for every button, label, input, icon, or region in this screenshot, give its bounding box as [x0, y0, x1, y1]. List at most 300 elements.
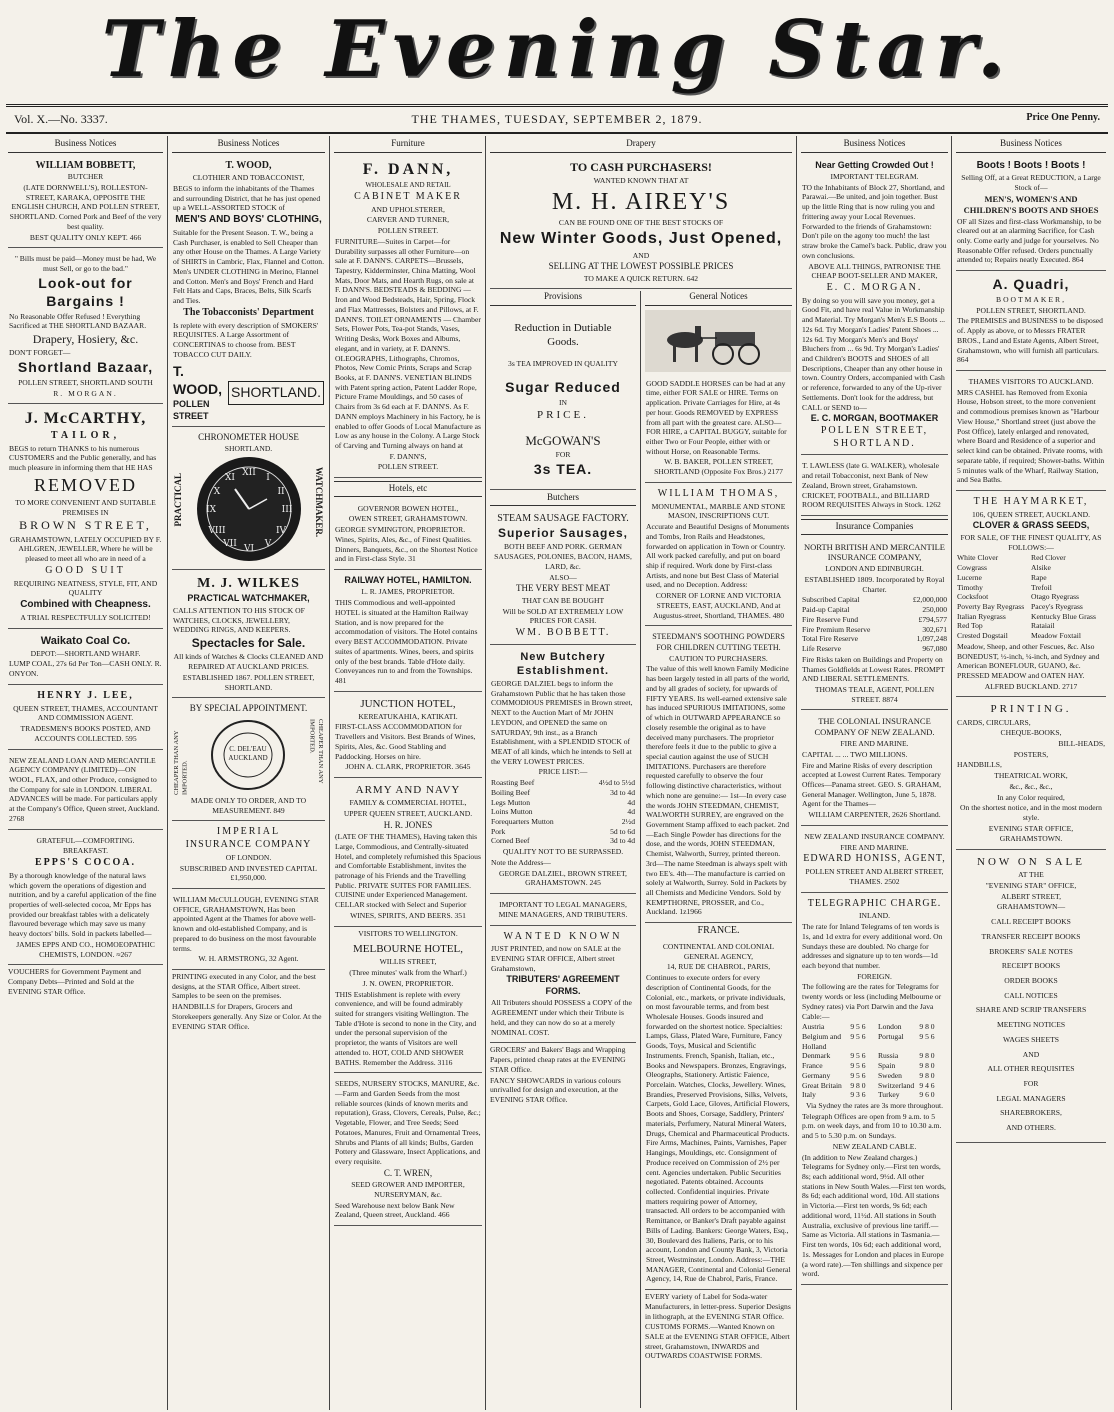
rate-row-cell: Sweden: [877, 1070, 902, 1080]
advert-text: THAT CAN BE BOUGHT: [521, 595, 605, 605]
section-heading: Butchers: [490, 492, 636, 507]
advert-subtitle: AND UPHOLSTERER,: [371, 204, 445, 214]
section-heading: Drapery: [490, 138, 792, 153]
advert-subtitle: NEW ZEALAND CABLE.: [832, 1141, 917, 1151]
advert-heading: 3s TEA.: [533, 460, 593, 477]
advert-labels: EVERY variety of Label for Soda-water Manufacturers, in letter-press. Superior Designs in lithograph, at the EVENING STAR Office.: [645, 1292, 791, 1321]
capital-row-cell: Fire Reserve Fund: [802, 614, 859, 624]
advert-sign: WM. BOBBETT.: [515, 627, 611, 639]
price-row-cell: 4½d to 5½d: [598, 778, 635, 788]
advert-sign: WILLIAM CARPENTER, 2626 Shortland.: [808, 810, 941, 820]
rate-row-cell: 9 5 6: [850, 1022, 866, 1032]
advert-text: By a thorough knowledge of the natural laws which govern the operations of digestion and nutrition, and by a careful application of the fine properties of well-selected cocoa, Mr Epps has provided our breakfast tables with a delicately flavoured beverage which may save us many heavy doctors' bills. Sold in packets labelled—: [9, 870, 157, 939]
advert-subtitle: INSURANCE COMPANY: [185, 839, 312, 851]
advert-title: C. T. WREN,: [383, 1167, 433, 1178]
advert-lawless: [801, 457, 948, 516]
advert-block-street: POLLEN STREET: [173, 399, 210, 421]
svg-text:I: I: [266, 473, 270, 484]
advert-subtitle: CABINET MAKER: [354, 190, 462, 202]
advert-address: Seed Warehouse next below Bank New Zealand, Queen street, Auckland. 466: [335, 1200, 455, 1220]
advert-text: SEEDS, NURSERY STOCKS, MANURE, &c.—Farm and Garden Seeds from the most reliable sources (kinds of known merits and reputation), Grass, Clovers, Cereals, Pulse, &c.; Vegetable, Flower, and Tree Seeds; Seed Potatoes, Manures, Fruit and Ornamental Trees, Shrubs and Plants of all kinds; Bulbs, Garden Pottery and Glassware, Insect Applications, and every requisite.: [335, 1079, 481, 1167]
advert-airey: [490, 157, 792, 290]
advert-heading: M. H. AIREY'S: [551, 188, 731, 215]
capital-row-cell: Total Fire Reserve: [802, 634, 858, 644]
advert-title: GOVERNOR BOWEN HOTEL,: [357, 503, 459, 513]
rate-row-cell: 9 8 0: [850, 1080, 866, 1090]
advert-mccullough: [172, 891, 325, 970]
advert-subtitle: FAMILY & COMMERCIAL HOTEL,: [349, 798, 467, 808]
advert-text: ESTABLISHED 1867. POLLEN STREET, SHORTLAND.: [182, 672, 315, 692]
advert-address: POLLEN STREET AND ALBERT STREET, THAMES. 2502: [805, 867, 944, 886]
advert-text: TO MORE CONVENIENT AND SUITABLE PREMISES IN: [15, 497, 156, 517]
section-heading: FRANCE.: [697, 925, 740, 937]
advert-heading: THE VERY BEST MEAT: [515, 583, 611, 594]
column-rule: [796, 136, 797, 1410]
advert-heading: TRIBUTERS' AGREEMENT FORMS.: [506, 974, 620, 996]
seed-row: [957, 631, 1105, 641]
svg-text:VIII: VIII: [208, 526, 226, 537]
column-4a: [490, 291, 636, 1105]
seed-row-cell: Pacey's Ryegrass: [1031, 602, 1083, 611]
advert-text: AT THE: [1018, 870, 1044, 880]
advert-heading: CLOVER & GRASS SEEDS,: [972, 520, 1090, 531]
advert-sign: W. H. ARMSTRONG, 32 Agent.: [198, 954, 299, 964]
advert-text: SELLING AT THE LOWEST POSSIBLE PRICES: [548, 261, 734, 272]
advert-heading: REMOVED: [34, 474, 137, 495]
advert-steedman: [645, 628, 792, 923]
price-row: [491, 836, 635, 846]
advert-title: ARMY AND NAVY: [355, 784, 461, 797]
price-row-cell: 3d to 4d: [610, 787, 635, 797]
seed-row-cell: Rape: [1031, 572, 1047, 582]
capital-row: [802, 644, 947, 654]
advert-title: IMPERIAL: [216, 826, 281, 838]
advert-text: The following are the rates for Telegrams for twenty words or less (including Melbourne or Sydney rates) via Port Darwin and the Java Cable:—: [802, 982, 942, 1021]
capital-row: [802, 625, 947, 635]
rate-row-cell: London: [877, 1022, 902, 1032]
rate-row-cell: 9 5 6: [850, 1061, 866, 1071]
advert-text: BREAKFAST.: [62, 846, 109, 856]
rate-row: [802, 1081, 947, 1091]
advert-title: NOW ON SALE: [977, 856, 1085, 869]
svg-text:XI: XI: [225, 473, 235, 484]
advert-grocers: GROCERS' and Bakers' Bags and Wrapping Papers, printed cheap rates at the EVENING STAR Office.: [490, 1045, 626, 1074]
seed-row-cell: Alsike: [1031, 563, 1051, 573]
advert-title: TO CASH PURCHASERS!: [570, 159, 712, 174]
advert-melbourne: [334, 939, 482, 1073]
sale-item: ALL OTHER REQUISITES: [987, 1064, 1075, 1074]
advert-subtitle: LONDON AND EDINBURGH.: [825, 564, 924, 574]
advert-title: THE COLONIAL INSURANCE COMPANY OF NEW ZEALAND.: [814, 716, 935, 738]
capital-row: [802, 634, 947, 644]
advert-heading: EDWARD HONISS, AGENT,: [803, 853, 946, 865]
sale-item: ORDER BOOKS: [1004, 976, 1058, 985]
advert-vouchers: VOUCHERS for Government Payment and Company Debts—Printed and Sold at the EVENING STAR Office.: [8, 967, 141, 996]
svg-text:IV: IV: [275, 526, 287, 537]
advert-text: Meadow, Sheep, and other Fescues, &c. Also BONEDUST, ½-inch, ¼-inch, and Sydney and American BONEFLOUR, GUANO, &c. PRESSED MEADOW and OATEN HAY.: [957, 641, 1100, 681]
advert-sign: E. C. MORGAN, BOOTMAKER: [810, 413, 939, 424]
advert-telegraph: [801, 895, 948, 1285]
advert-subtitle: L. R. JAMES, PROPRIETOR.: [361, 587, 455, 597]
price-row: [491, 827, 635, 837]
advert-text: Suitable for the Present Season. T. W., being a Cash Purchaser, is enabled to Sell Cheaper than any other House on the Thames. A Large Variety of SHIRTS in Cambric, Flax, Flannel and Cotton. Men's UNDER CLOTHING in Merino, Flannel and Cotton. Men's and Boys' French and Hard Felt Hats and Caps, Braces, Belts, Silk Scarfs and Ties.: [173, 227, 324, 306]
price-list: [491, 778, 635, 846]
advert-customs: CUSTOMS FORMS.—Wanted Known on SALE at the EVENING STAR OFFICE, Albert street, Grahamstown, INWARDS and OUTWARDS COASTWISE FORMS.: [645, 1322, 790, 1361]
advert-address: 14, RUE DE CHABROL, PARIS,: [666, 962, 771, 972]
advert-heading: E. C. MORGAN.: [826, 281, 923, 293]
advert-quote: " Bills must be paid—Money must be had, We must Sell, or go to the bad.": [14, 254, 157, 274]
advert-maker: JAMES EPPS AND CO., HOMOEOPATHIC CHEMISTS, LONDON. ≈267: [16, 939, 155, 959]
rate-row-cell: Belgium and Holland: [802, 1031, 842, 1051]
advert-title: STEEDMAN'S SOOTHING POWDERS FOR CHILDREN CUTTING TEETH.: [652, 632, 785, 652]
advert-bobbett: [8, 157, 163, 249]
advert-nz-insurance: [801, 828, 948, 893]
advert-side-label: CHEAPER THAN ANY IMPORTED.: [308, 718, 324, 784]
printing-item: EVENING STAR OFFICE,: [988, 823, 1074, 833]
printing-item: &c., &c., &c.,: [1009, 781, 1053, 791]
advert-text: JUST PRINTED, and now on SALE at the EVENING STAR OFFICE, Albert street Grahamstown,: [491, 944, 621, 973]
advert-continental: [645, 938, 792, 1290]
sale-item: BROKERS' SALE NOTES: [989, 946, 1073, 956]
section-heading: Hotels, etc: [334, 481, 482, 497]
advert-text: DEPOT:—SHORTLAND WHARF.: [30, 648, 141, 658]
stamp-block: [173, 715, 324, 795]
rate-row-cell: 9 5 6: [919, 1031, 935, 1041]
advert-railway-hotel: [334, 572, 482, 692]
rate-row: [802, 1071, 947, 1081]
advert-text: OF LONDON.: [225, 852, 272, 862]
advert-important: [490, 896, 636, 925]
advert-address: OWEN STREET, GRAHAMSTOWN.: [348, 514, 468, 524]
seed-row: [957, 602, 1105, 612]
advert-subtitle: H. R. JONES: [383, 819, 433, 830]
advert-subtitle: FOREIGN.: [857, 971, 892, 981]
seed-row-cell: Meadow Foxtail: [1031, 631, 1081, 641]
advert-sign: F. DANN'S,: [389, 451, 427, 461]
printing-item: HANDBILLS,: [957, 760, 1002, 770]
printing-item: BILL-HEADS,: [1058, 738, 1105, 748]
advert-text: Fire Risks taken on Buildings and Property on Thames Goldfields at Lowest Rates. PROMPT AND LIBERAL SETTLEMENTS.: [802, 654, 945, 684]
advert-heading: Reduction in Dutiable: [514, 321, 612, 334]
advert-steam-sausage: [490, 510, 636, 645]
advert-wilkes: [172, 572, 325, 698]
price: Price One Penny.: [1026, 112, 1100, 123]
advert-sign: ALFRED BUCKLAND. 2717: [984, 681, 1078, 691]
clock-face-icon: [195, 455, 303, 563]
advert-text: Continues to execute orders for every description of Continental Goods, for the Colonial, etc., markets, or private individuals, on most favourable terms, and from best Wholesale Houses. Goods insured and forwarded on the shortest notice. Specialties: Lamps, Glass, Plated Ware, Furniture, Fancy Goods, Toys, Musical and Scientific Instruments. French, Spanish, Italian, etc., Books and Newspapers. Bronzes, Engravings, Oleographs, Stationery. Artistic Faience, Porcelain. Watches, Clocks, Jewellery. Wines, Brandies, Preserved Provisions, Silks, Velvets, Carpets, Gold Lace, Gloves, Artificial Flowers, Boots and Shoes, Corsage, Saddlery, Printers' materials, Perfumery, Natural Mineral Waters, Drugs, Chemical and Pharmaceutical Products. Fire Arms, Machines, Paints, Varnishes, Paper Hangings, Mouldings, etc. Consignment of Produce received on Commission of 2½ per cent. Agencies undertaken. Public Securities negotiated. Patents obtained. Accounts collected. Confidential inquiries. Private matters requiring power of Attorney, transacted. All orders to be accompanied with Remittance, or Banker's Draft payable against Bills of Lading. Bankers: George Waters, Esq., 30, Boulevard des Italiens, Paris, or to his account, London and County Bank, 3, Victoria Street, Westminster, London. Address:—THE MANAGER, Continental and Colonial General Agency, 14, Rue de Chabrol, Paris, France.: [646, 973, 791, 1284]
column-1: [8, 138, 163, 1408]
advert-address: WILLIS STREET,: [379, 957, 437, 967]
advert-text: THIS Commodious and well-appointed HOTEL is situated at the Hamilton Railway Station, and is now prepared for the accommodation of visitors. The Hotel contains every BEST ACCOMMODATION. Private suites of apartments. Wines, beers, and spirits only of the best brands. Table d'Hote daily. Conveyances run to and from the Townships. 481: [335, 598, 478, 685]
sale-item: WAGES SHEETS: [1003, 1034, 1059, 1044]
capital-row: [802, 605, 947, 615]
advert-text: BEGS to return THANKS to his numerous CUSTOMERS and the Public generally, and has much pleasure in informing them that HE HAS: [9, 443, 157, 473]
advert-title: CHRONOMETER HOUSE: [198, 432, 299, 443]
price-row-cell: Boiling Beef: [491, 787, 531, 797]
advert-title: M. J. WILKES: [197, 576, 300, 592]
advert-mcgowan: [490, 310, 636, 490]
advert-printing-list: [956, 699, 1106, 850]
advert-text: The PREMISES and BUSINESS to be disposed of. Apply as above, or to Messrs FRATER BROS., Land and Estate Agents, Albert Street, Grahamstown, who will furnish all particulars. 864: [957, 316, 1103, 365]
advert-subtitle: CARVER AND TURNER,: [366, 215, 450, 225]
advert-quadri: [956, 273, 1106, 371]
advert-title: PRINTING.: [990, 703, 1072, 716]
rates-table: [802, 1022, 947, 1100]
clock-block: [173, 453, 324, 565]
seed-row: [957, 592, 1105, 602]
advert-title: CONTINENTAL AND COLONIAL GENERAL AGENCY,: [662, 941, 775, 961]
advert-heading: Sugar Reduced: [505, 378, 621, 395]
advert-heading: Spectacles for Sale.: [191, 636, 306, 651]
advert-heading: New Winter Goods, Just Opened,: [499, 230, 783, 248]
advert-text: TO the Inhabitants of Block 27, Shortland, and Parawai.—Be united, and join together. Bust up the little Ring that is now ruling you and frittering away your Local Revenues. Forwarded to the friends of Grahamstown: Don't pile on the agony too much! the last straw broke the Camel's back. Public, draw you own conclusions.: [802, 182, 947, 260]
advert-printing: PRINTING executed in any Color, and the best designs, at the STAR Office, Albert street. Samples to be seen on the premises.: [172, 972, 316, 1001]
column-rule: [485, 136, 486, 1410]
advert-heading: Superior Sausages,: [497, 526, 629, 541]
advert-text: Is replete with every description of SMOKERS' REQUISITES. A Large Assortment of CONCERTINAS to choose from. BEST TOBACCO CUT DAILY.: [173, 320, 319, 359]
section-heading: Insurance Companies: [801, 519, 948, 535]
price-row-cell: Roasting Beef: [491, 778, 535, 788]
advert-title: J. McCARTHY,: [24, 410, 147, 428]
advert-sign: W. B. BAKER, POLLEN STREET, SHORTLAND (Opposite Fox Bros.) 2177: [654, 457, 783, 477]
capital-row-cell: Fire Premium Reserve: [802, 624, 871, 634]
advert-handbills: HANDBILLS for Drapers, Grocers and Storekeepers generally. Any Size or Color. At the EVENING STAR Office.: [172, 1002, 322, 1031]
advert-title: MELBOURNE HOTEL,: [353, 943, 463, 956]
masthead: [0, 0, 1114, 100]
rate-row-cell: 9 4 6: [919, 1080, 935, 1090]
column-rule: [167, 136, 168, 1410]
column-4b: [645, 291, 792, 1362]
advert-lee: [8, 687, 163, 750]
advert-text: GOOD SADDLE HORSES can be had at any time, either FOR SALE or HIRE. Terms on application. Private Carriages for Hire, at 4s per hour. Goods REMOVED by EXPRESS from all part with the greatest care. ALSO— FOR HIRE, a CAPITAL BUGGY, suitable for either Two or Four People, either with or without Horse, on Reasonable Terms.: [646, 378, 787, 456]
advert-thomas: [645, 485, 792, 626]
seed-list: [957, 553, 1105, 640]
stamp-text: C. DEL'EAU AUCKLAND: [228, 744, 268, 762]
advert-text: ALSO—: [549, 572, 577, 582]
advert-text: WINES, SPIRITS, AND BEERS. 351: [350, 910, 466, 920]
price-row: [491, 798, 635, 808]
advert-dann: [334, 157, 482, 479]
capital-row-cell: 250,000: [922, 605, 947, 615]
price-row: [491, 817, 635, 827]
advert-subtitle: SEED GROWER AND IMPORTER, NURSERYMAN, &c.: [351, 1180, 465, 1199]
advert-side-label: WATCHMAKER.: [314, 467, 324, 538]
advert-title: WILLIAM THOMAS,: [657, 487, 780, 499]
price-row-cell: Corned Beef: [491, 836, 530, 846]
section-heading: Business Notices: [172, 138, 325, 153]
capital-row-cell: 302,671: [922, 624, 947, 634]
sale-item: AND: [1022, 1049, 1040, 1059]
advert-subtitle: BOOTMAKER,: [996, 295, 1066, 304]
advert-heading: GOOD SUIT: [45, 564, 126, 576]
advert-address: POLLEN STREET, SHORTLAND SOUTH: [18, 378, 153, 388]
advert-block-name: T. WOOD,: [173, 363, 222, 398]
advert-text: DON'T FORGET—: [9, 348, 71, 358]
advert-text: BEGS to inform the inhabitants of the Thames and surrounding District, that he has just opened up a WELL-ASSORTED STOCK of: [173, 184, 321, 213]
advert-text: The rate for Inland Telegrams of ten words is 1s, and 1d extra for every additional word. On Sundays these are doubled. No charge for addresses and signature up to ten words—1d each beyond that number.: [802, 922, 943, 970]
price-row: [491, 778, 635, 788]
advert-heading: IMPORTANT TO LEGAL MANAGERS, MINE MANAGERS, AND TRIBUTERS.: [498, 900, 628, 919]
advert-fancy: FANCY SHOWCARDS in various colours unrivalled for design and execution, at the EVENING STAR Office.: [490, 1075, 621, 1104]
advert-title: WILLIAM BOBBETT,: [35, 159, 136, 171]
advert-heading: Goods.: [547, 336, 579, 349]
advert-subtitle: TAILOR,: [50, 429, 121, 441]
advert-boots: [956, 157, 1106, 272]
advert-title: Near Getting Crowded Out !: [815, 159, 934, 170]
rate-row: [802, 1090, 947, 1100]
advert-text: BOTH BEEF AND PORK. GERMAN SAUSAGES, POLONIES, BACON, HAMS, LARD, &c.: [494, 542, 632, 571]
sale-item: CALL NOTICES: [1004, 990, 1058, 1000]
newspaper-title: The Evening Star.: [101, 4, 1013, 95]
advert-title: THAMES VISITORS TO AUCKLAND.: [968, 377, 1094, 387]
seed-row: [957, 573, 1105, 583]
advert-subtitle: WHOLESALE AND RETAIL: [365, 180, 451, 189]
advert-heading: MEN'S, WOMEN'S AND CHILDREN'S BOOTS AND SHOES: [963, 193, 1099, 215]
advert-text: GRAHAMSTOWN—: [996, 902, 1066, 912]
advert-subtitle: INLAND.: [858, 911, 890, 921]
rate-row-cell: Germany: [802, 1070, 831, 1080]
capital-row-cell: £2,000,000: [912, 595, 947, 605]
advert-heading: VISITORS TO WELLINGTON.: [358, 928, 458, 938]
section-heading: Business Notices: [956, 138, 1106, 153]
seed-row-cell: Kentucky Blue Grass: [1031, 611, 1096, 621]
advert-subtitle: J. N. OWEN, PROPRIETOR.: [362, 978, 454, 988]
price-row-cell: 3d to 4d: [610, 836, 635, 846]
price-row-cell: 4d: [627, 797, 635, 807]
advert-text: By doing so you will save you money, get a Good Fit, and have real Value in Workmanship and Material. Try Morgan's Men's E.S Boots ... 12s 6d. Try Morgan's Ladies' Patent Shoes ... 12s 6d. Try Morgan's Men's and Boys' Bluchers from ... 6s 9d. Try Morgan's Ladies' and Children's BOOTS and SHOES of all Descriptions, Cheaper than any other house in town. Country Orders, accompanied with Cash or reference, forwarded to any of the Up-river Settlements. Don't look for the address, but CALL or SEND to—: [802, 295, 946, 412]
advert-sign: GEORGE DALZIEL, BROWN STREET, GRAHAMSTOWN. 245: [499, 868, 627, 888]
advert-text: WANTED KNOWN THAT AT: [593, 175, 689, 185]
seed-row: [957, 621, 1105, 631]
advert-title: Shortland Bazaar,: [17, 359, 154, 376]
sale-item: AND OTHERS.: [1006, 1123, 1056, 1133]
printing-item: On the shortest notice, and in the most modern style.: [960, 803, 1102, 823]
advert-text: (LATE DORNWELL'S), ROLLESTON-STREET, KARAKA, OPPOSITE THE ENGLISH CHURCH, AND POLLEN STREET, SHORTLAND. Corned Pork and Beef of the very best quality.: [9, 183, 162, 231]
rate-row-cell: 9 8 0: [919, 1022, 935, 1032]
advert-wood: [172, 157, 325, 428]
advert-subtitle: IMPORTANT TELEGRAM.: [830, 172, 919, 182]
printing-item: GRAHAMSTOWN.: [999, 834, 1063, 844]
advert-tag: BEST QUALITY ONLY KEPT. 466: [29, 232, 142, 242]
advert-subtitle: PRACTICAL WATCHMAKER,: [187, 593, 310, 604]
advert-title: BY SPECIAL APPOINTMENT.: [189, 703, 308, 714]
advert-text: (Three minutes' walk from the Wharf.): [349, 968, 467, 978]
advert-subtitle: FIRE AND MARINE.: [840, 739, 909, 749]
section-heading: Business Notices: [8, 138, 163, 153]
rate-row: [802, 1032, 947, 1051]
advert-wren: [334, 1075, 482, 1226]
advert-wanted-known: [490, 928, 636, 1044]
capital-row: [802, 595, 947, 605]
advert-subtitle: MONUMENTAL, MARBLE AND STONE MASON, INSCRIPTIONS CUT.: [651, 501, 786, 521]
capital-row-cell: £794,577: [918, 614, 947, 624]
advert-heading: MEN'S AND BOYS' CLOTHING,: [175, 214, 322, 226]
rate-row-cell: Austria: [802, 1022, 825, 1032]
advert-text: GEORGE SYMINGTON, PROPRIETOR. Wines, Spirits, Ales, &c., of Finest Qualities. Dinners, Banquets, &c., on the Shortest Notice and in First-class Style. 31: [335, 525, 478, 564]
advert-text: MADE ONLY TO ORDER, AND TO MEASUREMENT. 849: [190, 795, 307, 815]
advert-heading: BROWN STREET,: [19, 518, 152, 533]
advert-text: T. LAWLESS (late G. WALKER), wholesale and retail Tobacconist, next Bank of New Zealand, Brown street, Grahamstown. CRICKET, FOOTBALL, and BILLIARD ROOM REQUISITES Always in Stock. 1262: [802, 461, 941, 510]
advert-text: REQUIRING NEATNESS, STYLE, FIT, AND QUALITY: [13, 578, 158, 598]
advert-text: A TRIAL RESPECTFULLY SOLICITED!: [20, 612, 151, 622]
advert-text: Selling Off, at a Great REDUCTION, a Large Stock of—: [961, 173, 1101, 193]
advert-text: Accurate and Beautiful Designs of Monuments and Tombs, Iron Rails and Headstones, forwarded on application in Town or Country. All work packed carefully, and put on board ship if required. Work done by First-class Artists, and none but Best Class of Material used, and no Deception. Address:: [646, 522, 790, 590]
advert-army-navy: [334, 780, 482, 927]
svg-text:IX: IX: [206, 505, 216, 516]
advert-text: Will be SOLD AT EXTREMELY LOW PRICES FOR CASH.: [502, 606, 624, 626]
volume-number: Vol. X.—No. 3337.: [14, 112, 108, 126]
svg-text:II: II: [277, 487, 285, 498]
advert-text: QUALITY NOT TO BE SURPASSED.: [502, 847, 624, 857]
advert-text: CAPITAL ... ... TWO MILLIONS.: [802, 749, 908, 759]
svg-text:VII: VII: [223, 539, 237, 550]
advert-heading: The Tobacconists' Department: [183, 306, 314, 318]
advert-text: IN: [558, 397, 567, 407]
seed-row-cell: Lucerne: [957, 572, 982, 582]
seed-row-cell: Timothy: [957, 582, 983, 592]
capital-table: [802, 595, 947, 653]
seed-row: [957, 612, 1105, 622]
sale-item: TRANSFER RECEIPT BOOKS: [981, 931, 1081, 941]
rate-row: [802, 1061, 947, 1071]
rate-row-cell: Portugal: [877, 1031, 904, 1041]
printing-item: CARDS, CIRCULARS,: [957, 717, 1031, 727]
place-date: THE THAMES, TUESDAY, SEPTEMBER 2, 1879.: [411, 112, 703, 126]
dateline: [14, 112, 1100, 130]
advert-text: AND: [632, 250, 650, 260]
advert-title: NEW ZEALAND INSURANCE COMPANY.: [804, 831, 945, 841]
section-heading: Furniture: [334, 138, 482, 153]
rate-row-cell: 9 8 0: [919, 1061, 935, 1071]
svg-text:VI: VI: [243, 544, 255, 555]
rate-row-cell: 9 8 0: [919, 1070, 935, 1080]
price-row-cell: Legs Mutton: [491, 797, 531, 807]
seed-row-cell: Trefoil: [1031, 582, 1052, 592]
advert-address: KEREATUKAHIA, KATIKATI.: [358, 711, 458, 721]
advert-baker: [645, 375, 792, 483]
advert-text: All kinds of Watches & Clocks CLEANED AND REPAIRED AT AUCKLAND PRICES.: [173, 652, 324, 672]
advert-text: GRAHAMSTOWN, LATELY OCCUPIED BY F. AHLGREN, JEWELLER, Where he will be pleased to meet all who are in need of a: [9, 534, 162, 564]
svg-text:III: III: [281, 505, 293, 516]
advert-address: UPPER QUEEN STREET, AUCKLAND.: [343, 808, 473, 818]
advert-haymarket: [956, 493, 1106, 698]
advert-text: CAN BE FOUND ONE OF THE BEST STOCKS OF: [558, 218, 724, 228]
advert-title: WANTED KNOWN: [503, 930, 623, 942]
rate-row-cell: Spain: [877, 1061, 896, 1071]
capital-row: [802, 615, 947, 625]
rate-row-cell: Denmark: [802, 1051, 831, 1061]
advert-text: ESTABLISHED 1809. Incorporated by Royal Charter.: [804, 575, 945, 594]
rate-row-cell: Turkey: [877, 1090, 900, 1100]
advert-title: THE HAYMARKET,: [973, 495, 1089, 507]
section-heading: Business Notices: [801, 138, 948, 153]
seed-row: [957, 553, 1105, 563]
advert-text: LUMP COAL, 27s 6d Per Ton—CASH ONLY. R. ONYON.: [9, 659, 162, 679]
capital-row-cell: 1,097,248: [916, 634, 947, 644]
advert-text: MRS CASHEL has Removed from Exonia House, Hobson street, to the more convenient and commodious premises known as "Harbour View House," Shortland street (just above the Post Office), lately enlarged and renovated, where Board and Residence of a superior and select kind can be obtained. Private rooms, with separate table, if required; Shower-baths. Within 5 minutes walk of the Wharf, Railway Station, and Sea Baths.: [957, 387, 1105, 485]
advert-owner: R. MORGAN.: [53, 388, 118, 398]
advert-subtitle: PRICE LIST:—: [538, 767, 588, 777]
rate-row-cell: Italy: [802, 1090, 816, 1100]
advert-subtitle: FOR SALE, OF THE FINEST QUALITY, AS FOLLOWS:—: [960, 532, 1102, 552]
advert-coal: [8, 631, 163, 685]
advert-heading: McGOWAN'S: [525, 432, 601, 448]
rate-row-cell: 9 5 6: [850, 1070, 866, 1080]
advert-cashel: [956, 373, 1106, 491]
column-6: [801, 138, 948, 1408]
advert-text: No Reasonable Offer Refused ! Everything Sacrificed at THE SHORTLAND BAZAAR.: [9, 311, 147, 331]
advert-text: NEW ZEALAND LOAN AND MERCANTILE AGENCY COMPANY (LIMITED)—ON WOOL, FLAX, and other Produce, consigned to the Company for sale in LONDON. LIBERAL ADVANCES will be made. For particulars apply at the Company's Office, Queen street, Auckland. 2768: [9, 755, 160, 823]
